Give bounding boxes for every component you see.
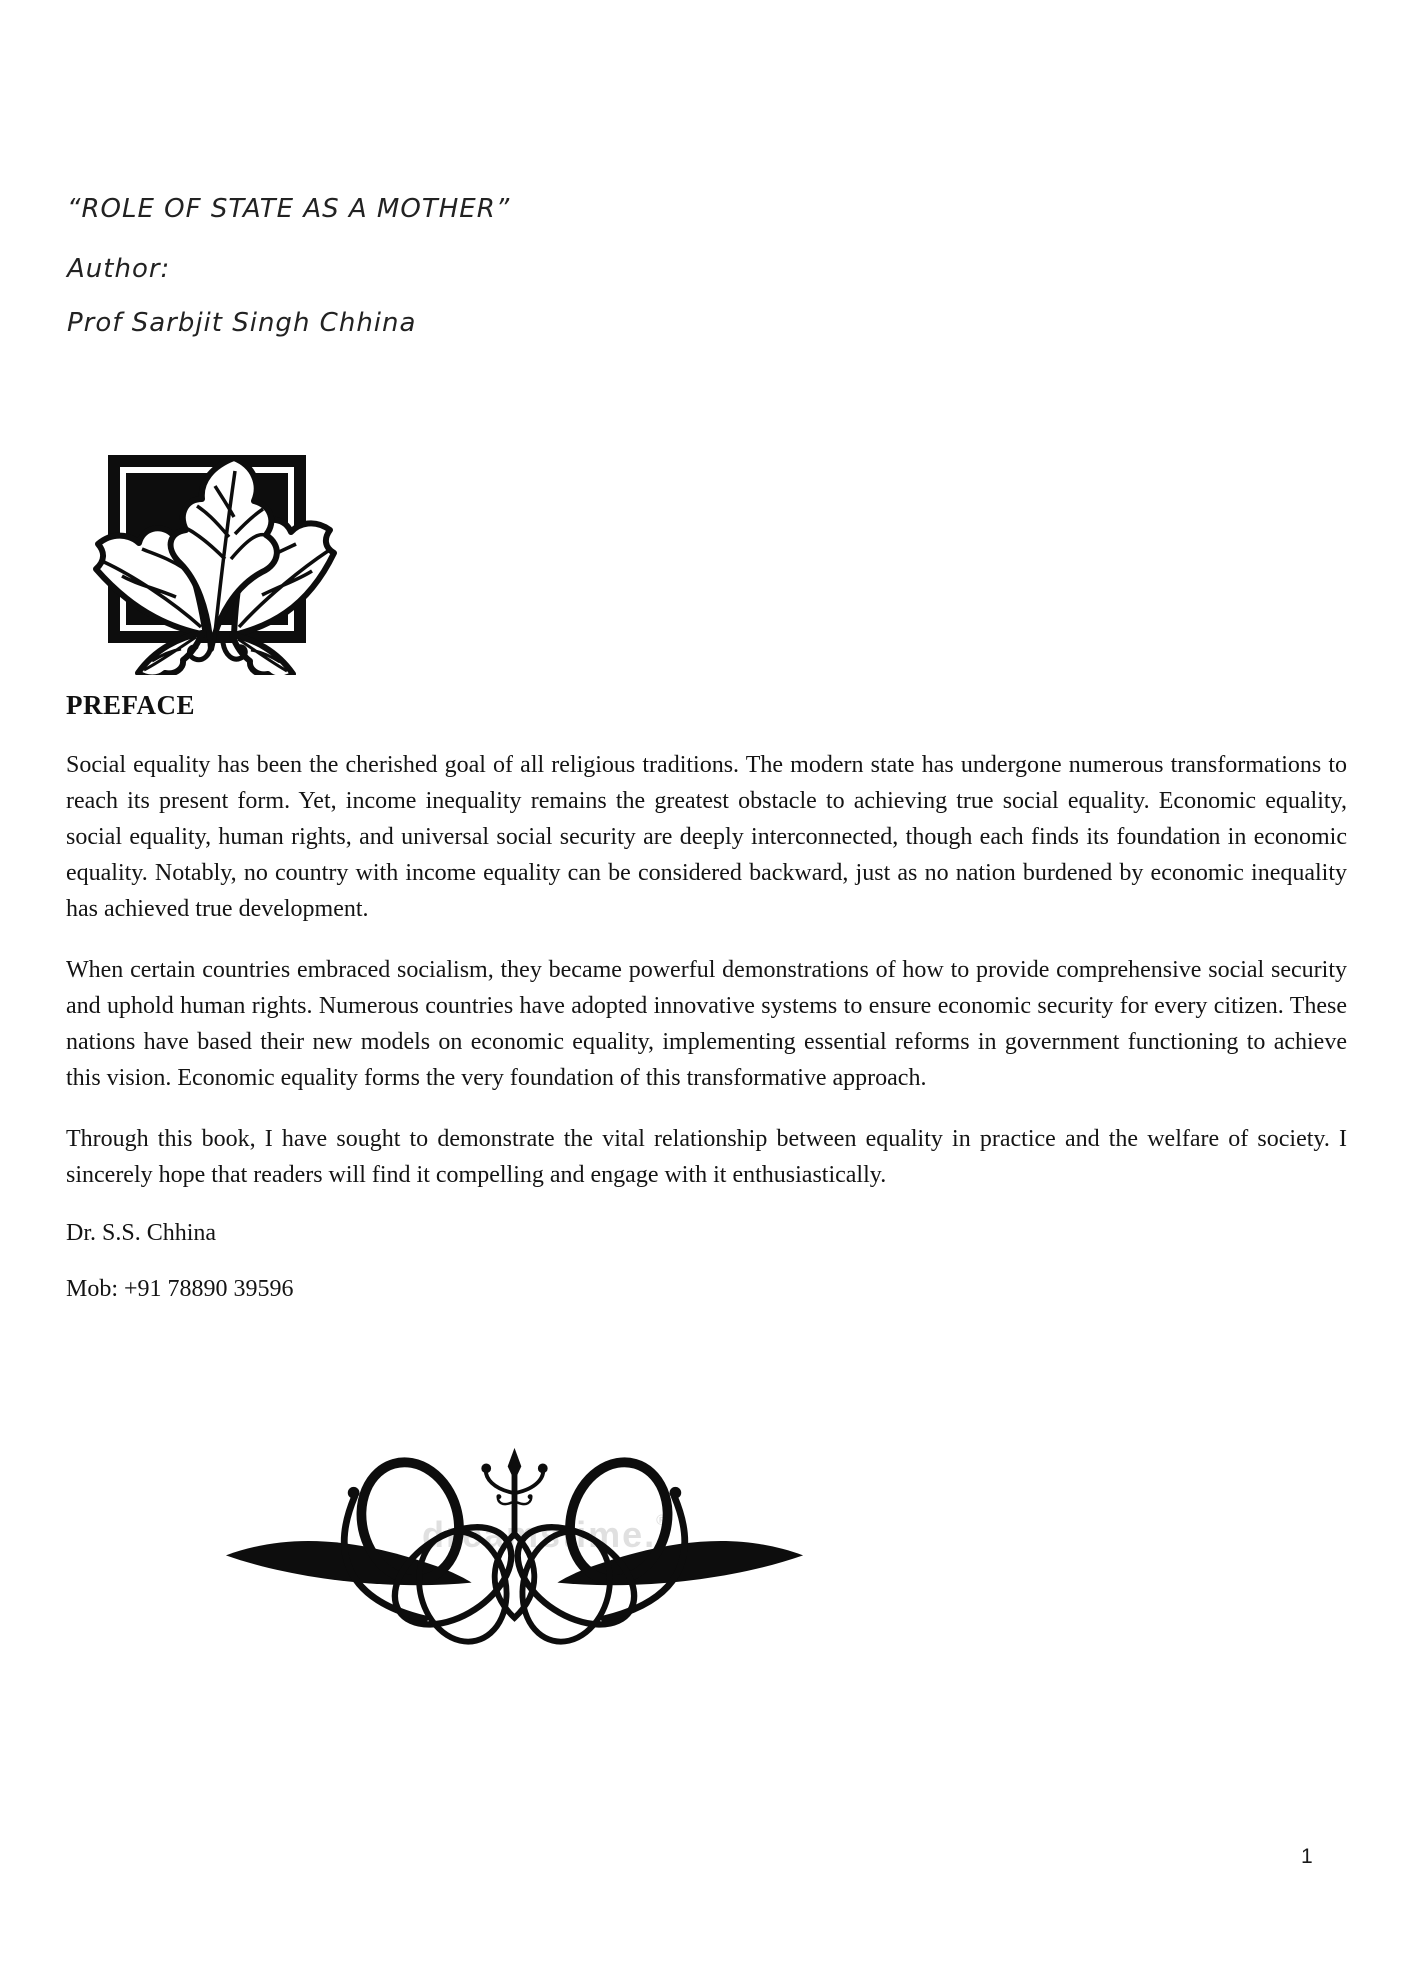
signature-mobile: Mob: +91 78890 39596 [66, 1276, 294, 1302]
page-number: 1 [1301, 1845, 1313, 1868]
registered-mark: ® [656, 1512, 670, 1529]
section-heading: PREFACE [66, 690, 195, 720]
watermark-text: dreamstime.® [422, 1512, 670, 1555]
leaf-emblem-icon [84, 437, 340, 675]
document-title: “ROLE OF STATE AS A MOTHER” [67, 194, 511, 224]
signature-name: Dr. S.S. Chhina [66, 1220, 217, 1246]
calligraphic-flourish-icon [222, 1440, 807, 1655]
author-label: Author: [67, 254, 171, 284]
leaf-emblem-logo [84, 437, 340, 675]
preface-paragraph-2: When certain countries embraced socialism, they became powerful demonstrations of how to provide comprehensive social security and uphold human rights. Numerous countries have adopted innovative systems to ensure economic security for every citizen. These nations have based their new models on economic equality, implementing essential reforms in government functioning to achieve this vision. Economic equality forms the very foundation of this transformative approach. [66, 957, 1347, 1091]
calligraphic-flourish-divider [222, 1440, 807, 1655]
preface-paragraph-1: Social equality has been the cherished goal of all religious traditions. The modern state has undergone numerous transformations to reach its present form. Yet, income inequality remains the greatest obstacle to achieving true social equality. Economic equality, social equality, human rights, and universal social security are deeply interconnected, though each finds its foundation in economic equality. Notably, no country with income equality can be considered backward, just as no nation burdened by economic inequality has achieved true development. [66, 752, 1347, 922]
author-name: Prof Sarbjit Singh Chhina [67, 308, 417, 338]
preface-paragraph-3: Through this book, I have sought to demonstrate the vital relationship between equality in practice and the welfare of society. I sincerely hope that readers will find it compelling and engage with it enthusiastically. [66, 1126, 1347, 1188]
preface-section [66, 690, 1347, 1330]
